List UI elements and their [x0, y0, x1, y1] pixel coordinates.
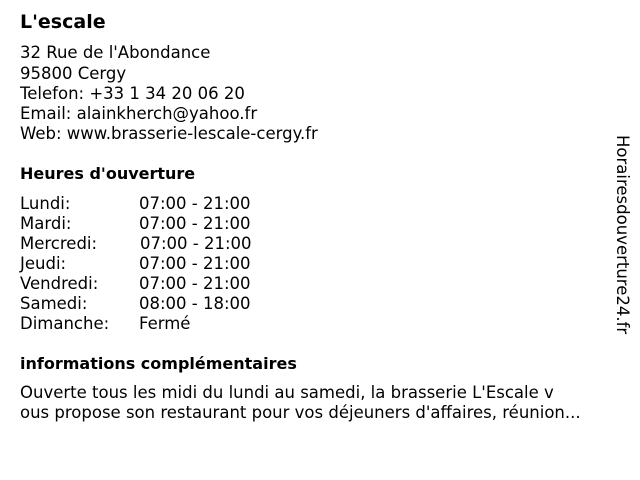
hours-day: Samedi:: [20, 294, 88, 313]
hours-day: Dimanche:: [20, 314, 110, 333]
hours-row-thursday: [20, 254, 320, 274]
hours-row-monday: [20, 194, 320, 214]
additional-info-heading: informations complémentaires: [20, 354, 297, 373]
opening-hours-heading: Heures d'ouverture: [20, 164, 196, 183]
hours-row-wednesday: [20, 234, 320, 254]
website-line: Web: www.brasserie-lescale-cergy.fr: [20, 124, 318, 143]
hours-day: Mercredi:: [20, 234, 98, 253]
hours-time: 08:00 - 18:00: [139, 294, 251, 313]
hours-day: Jeudi:: [20, 254, 67, 273]
hours-day: Lundi:: [20, 194, 71, 213]
hours-day: Mardi:: [20, 214, 72, 233]
hours-row-friday: [20, 274, 320, 294]
hours-time: Fermé: [139, 314, 191, 333]
address-city: 95800 Cergy: [20, 64, 127, 83]
business-name: L'escale: [20, 11, 106, 33]
hours-time: 07:00 - 21:00: [139, 274, 251, 293]
phone-line: Telefon: +33 1 34 20 06 20: [20, 84, 245, 103]
email-line: Email: alainkherch@yahoo.fr: [20, 104, 258, 123]
hours-time: 07:00 - 21:00: [140, 234, 252, 253]
hours-time: 07:00 - 21:00: [139, 254, 251, 273]
hours-row-sunday: [20, 314, 320, 334]
address-street: 32 Rue de l'Abondance: [20, 43, 211, 62]
hours-row-saturday: [20, 294, 320, 314]
hours-row-tuesday: [20, 214, 320, 234]
additional-info-text: Ouverte tous les midi du lundi au samedi, la brasserie L'Escale v ous propose son restaurant pour vos déjeuners d'affaires, réunion...: [20, 383, 581, 422]
side-brand-label: Horairesdouverture24.fr: [613, 135, 632, 335]
hours-day: Vendredi:: [20, 274, 99, 293]
hours-time: 07:00 - 21:00: [139, 214, 251, 233]
hours-time: 07:00 - 21:00: [139, 194, 251, 213]
